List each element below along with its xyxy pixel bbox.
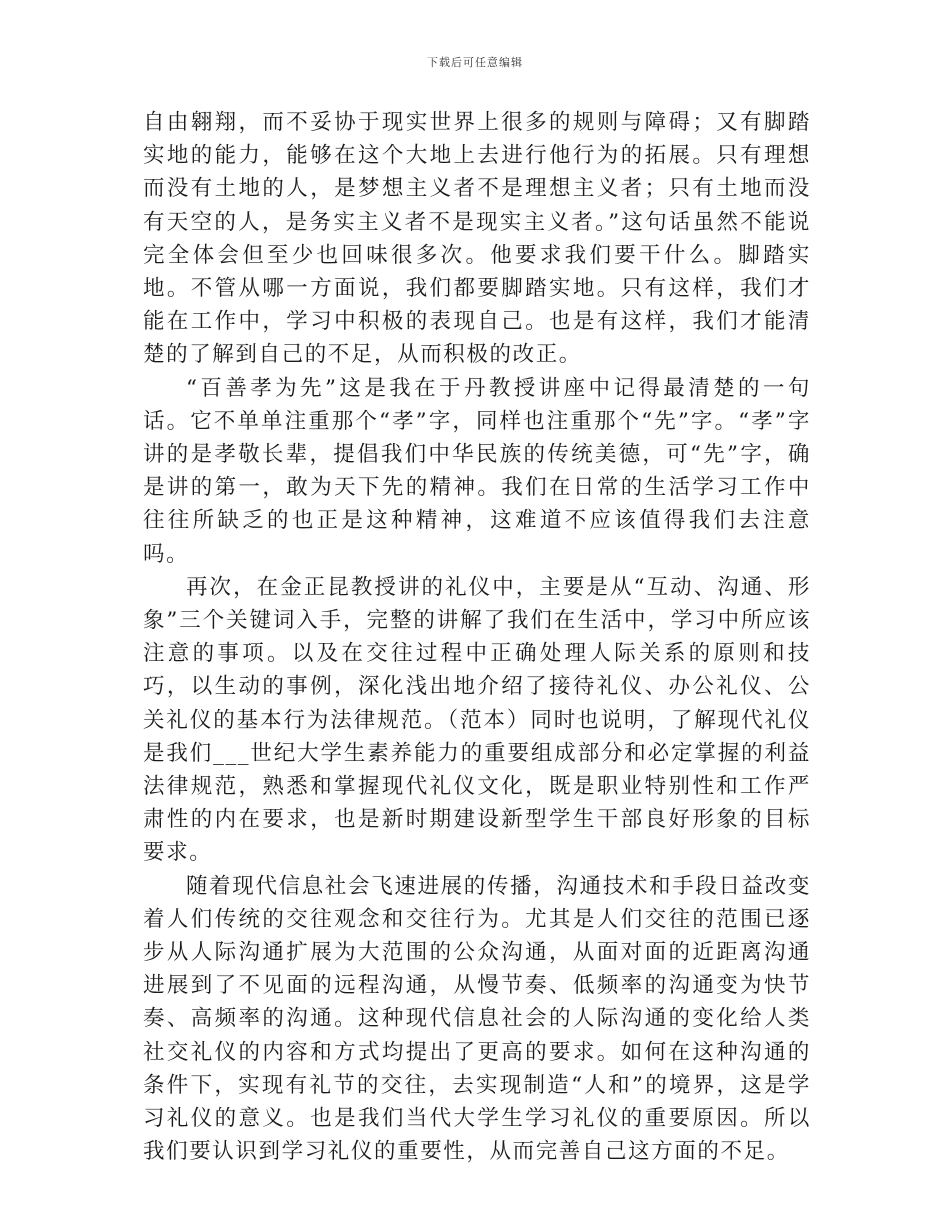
paragraph-3: 再次，在金正昆教授讲的礼仪中，主要是从“互动、沟通、形象”三个关键词入手，完整的讲解了我们在生活中，学习中所应该注意的事项。以及在交往过程中正确处理人际关系的原则和技巧，以生动的事例，深化浅出地介绍了接待礼仪、办公礼仪、公关礼仪的基本行为法律规范。（范本）同时也说明，了解现代礼仪是我们___世纪大学生素养能力的重要组成部分和必定掌握的利益法律规范，熟悉和掌握现代礼仪文化，既是职业特别性和工作严肃性的内在要求，也是新时期建设新型学生干部良好形象的目标要求。 [143, 574, 811, 866]
document-body [143, 106, 811, 1169]
page-header-note: 下载后可任意编辑 [427, 56, 523, 69]
paragraph-4: 随着现代信息社会飞速进展的传播，沟通技术和手段日益改变着人们传统的交往观念和交往行为。尤其是人们交往的范围已逐步从人际沟通扩展为大范围的公众沟通，从面对面的近距离沟通进展到了不见面的远程沟通，从慢节奏、低频率的沟通变为快节奏、高频率的沟通。这种现代信息社会的人际沟通的变化给人类社交礼仪的内容和方式均提出了更高的要求。如何在这种沟通的条件下，实现有礼节的交往，去实现制造“人和”的境界，这是学习礼仪的意义。也是我们当代大学生学习礼仪的重要原因。所以我们要认识到学习礼仪的重要性，从而完善自己这方面的不足。 [143, 873, 811, 1165]
paragraph-2: “百善孝为先”这是我在于丹教授讲座中记得最清楚的一句话。它不单单注重那个“孝”字，同样也注重那个“先”字。“孝”字讲的是孝敬长辈，提倡我们中华民族的传统美德，可“先”字，确是讲的第一，敢为天下先的精神。我们在日常的生活学习工作中往往所缺乏的也正是这种精神，这难道不应该值得我们去注意吗。 [143, 375, 811, 567]
paragraph-1: 自由翱翔，而不妥协于现实世界上很多的规则与障碍；又有脚踏实地的能力，能够在这个大地上去进行他行为的拓展。只有理想而没有土地的人，是梦想主义者不是理想主义者；只有土地而没有天空的人，是务实主义者不是现实主义者。”这句话虽然不能说完全体会但至少也回味很多次。他要求我们要干什么。脚踏实地。不管从哪一方面说，我们都要脚踏实地。只有这样，我们才能在工作中，学习中积极的表现自己。也是有这样，我们才能清楚的了解到自己的不足，从而积极的改正。 [143, 110, 811, 368]
